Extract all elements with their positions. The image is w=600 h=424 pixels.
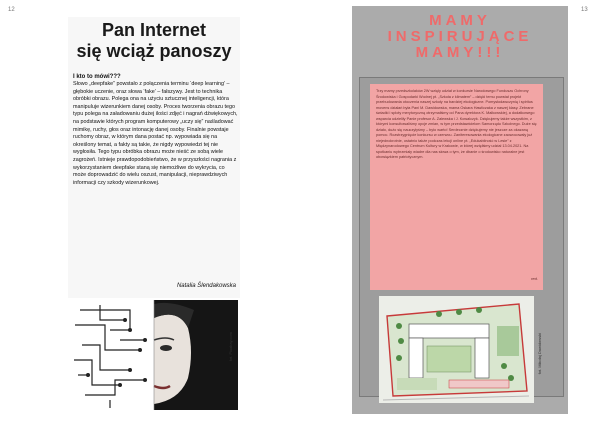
right-article-title: MAMY INSPIRUJĄCE MAMY!!!: [387, 12, 533, 61]
page-number-right: 13: [581, 7, 588, 13]
deepfake-face-illustration: [70, 300, 238, 410]
left-article-author: Natalia Ślendakowska: [176, 283, 236, 289]
left-article-title: Pan Internet się wciąż panoszy: [76, 20, 232, 61]
deepfake-face-photo: [70, 300, 238, 410]
left-photo-credit: fot. Pixabay.com: [228, 332, 233, 362]
right-article-signature: red.: [531, 276, 538, 281]
left-article-body: Słowo „deepfake” powstało z połączenia terminu ‘deep learning’ – głębokie uczenie, oraz słowa ‘fake’ – fałszywy. Jest to technika obróbki obrazu. Polega ona na użyciu sztucznej inteligencji, która manipuluje wizerunkiem danej osoby. Proces tworzenia obrazu tego typu polega na załadowaniu dużej ilości zdjęć i nagrań dźwiękowych, na podstawie których program komputerowy „uczy się” naśladować mimikę, ruchy, głos oraz intonację danej osoby. Finalnie powstaje ruchomy obraz, w którym dana postać np. wypowiada się na określony temat, a fakty są takie, że nigdy wypowiedzi tej nie wygłosiła. Tego typu obróbka obrazu może nieść ze sobą wiele zagrożeń. Istnieje prawdopodobieństwo, że w przyszłości nagrania z wykorzystaniem deepfake staną się niemożliwe do wykrycia, co może doprowadzić do wielu oszust, manipulacji, nieprawdziwych informacji czy szkody wizerunkowej.: [73, 81, 238, 186]
right-article-body: Trzy mamy przedszkolaków 2W wzięły udział w konkursie Narodowego Funduszu Ochrony Środowiska i Gospodarki Wodnej pt. „Szkoła z klimatem” – dzięki temu powstał projekt przebudowania otoczenia naszej szkoły na bardziej ekologiczne. Pomysłodawczynią i spiritus movens działań była Pani M. Dawidowska, mama Oskara Hawliczaka z naszej klasy. Zebrane świadki i sploty merytoryczną otrzymaliśmy od Pana dyrektora K. Małkowskiej, a dodatkowego wsparcia udzieliły Panie profesor A. Zalewska i J. Kowalczyk. Dziękujemy także wszystkim, z którymi konsultowaliśmy opcje zmian, w tym przedstawicielom Samorządu Szkolnego. Duże się działo, dużo się nauczyłyśmy – było warto! Serdecznie dziękujemy nie jeszcze za okazaną pomoc. Rozstrzygnięcie konkursu w czerwcu. Zaniteresowania ekologiczne zaowocowały już niejednokrotnie, ostatnio także podczas lekcji online pt. „Edukabilność w Lesie” z Międzynarodowego Centrum Kultury w Krakowie, w której wzięliśmy udział 13.04.2021. Na spotkaniu wybrzmiały wiadre dla nas słowa o tym, że dbanie o środowisko naturalne jest obowiązkiem patriotycznym.: [376, 89, 537, 159]
page-number-left: 12: [8, 7, 15, 13]
site-plan-drawing: [379, 296, 534, 403]
school-site-plan: [379, 296, 534, 403]
left-article-intro-heading: I kto to mówi???: [73, 74, 121, 80]
right-plan-credit: fot. Mikołaj Dawidowski: [537, 333, 542, 375]
